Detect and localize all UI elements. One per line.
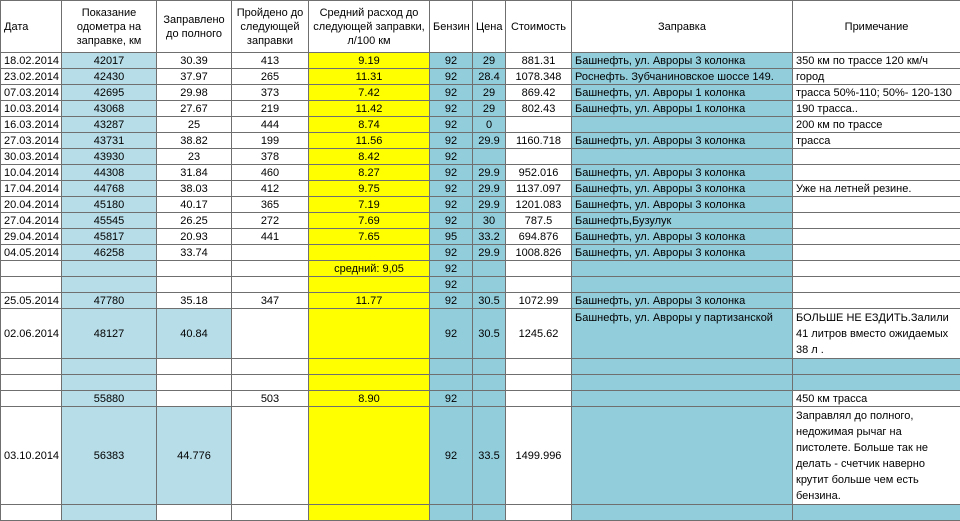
cell-fuel-added[interactable] [157,391,232,407]
table-row [1,359,960,375]
cell-gasoline[interactable] [430,505,473,521]
cell-station[interactable]: Башнефть,Бузулук [572,213,793,229]
cell-gasoline[interactable]: 92 [430,309,473,359]
cell-odometer[interactable]: 42430 [62,69,157,85]
cell-station[interactable] [572,407,793,505]
cell-note[interactable] [793,149,960,165]
cell-gasoline[interactable]: 92 [430,293,473,309]
table-row [1,245,960,261]
cell-date[interactable]: 30.03.2014 [1,149,62,165]
cell-consumption[interactable]: 7.19 [309,197,430,213]
cell-odometer[interactable]: 46258 [62,245,157,261]
cell-gasoline[interactable]: 92 [430,391,473,407]
cell-odometer[interactable]: 42017 [62,53,157,69]
cell-note[interactable]: Заправлял до полного, недожимая рычаг на пистолете. Больше так не делать - счетчик наверно крутит больше чем есть бензина. [793,407,960,505]
cell-consumption[interactable]: 8.74 [309,117,430,133]
cell-station[interactable]: Башнефть, ул. Авроры 3 колонка [572,229,793,245]
table-row [1,117,960,133]
cell-consumption[interactable]: 11.42 [309,101,430,117]
cell-gasoline[interactable]: 92 [430,213,473,229]
cell-fuel-added[interactable] [157,375,232,391]
cell-fuel-added[interactable]: 27.67 [157,101,232,117]
cell-distance[interactable]: 503 [232,391,309,407]
header-note[interactable]: Примечание [793,1,960,53]
cell-consumption[interactable]: 8.90 [309,391,430,407]
cell-date[interactable] [1,261,62,277]
cell-date[interactable]: 10.03.2014 [1,101,62,117]
cell-odometer[interactable]: 45180 [62,197,157,213]
cell-price[interactable]: 29 [473,101,506,117]
cell-cost[interactable] [506,505,572,521]
cell-date[interactable] [1,277,62,293]
cell-note[interactable]: 450 км трасса [793,391,960,407]
table-row [1,53,960,69]
cell-consumption[interactable]: 8.27 [309,165,430,181]
table-row [1,407,960,505]
cell-price[interactable]: 30.5 [473,309,506,359]
cell-fuel-added[interactable]: 20.93 [157,229,232,245]
cell-consumption[interactable] [309,309,430,359]
cell-fuel-added[interactable]: 38.82 [157,133,232,149]
table-row [1,293,960,309]
cell-fuel-added[interactable]: 37.97 [157,69,232,85]
cell-note[interactable] [793,293,960,309]
header-price[interactable]: Цена [473,1,506,53]
cell-note[interactable] [793,165,960,181]
cell-date[interactable] [1,359,62,375]
cell-odometer[interactable]: 47780 [62,293,157,309]
cell-distance[interactable]: 272 [232,213,309,229]
cell-odometer[interactable] [62,359,157,375]
cell-date[interactable]: 20.04.2014 [1,197,62,213]
cell-note[interactable] [793,359,960,375]
cell-fuel-added[interactable]: 40.17 [157,197,232,213]
table-row [1,69,960,85]
cell-distance[interactable]: 219 [232,101,309,117]
cell-odometer[interactable]: 43731 [62,133,157,149]
cell-cost[interactable]: 1008.826 [506,245,572,261]
header-fuel-added[interactable]: Заправлено до полного [157,1,232,53]
cell-note[interactable] [793,277,960,293]
cell-station[interactable]: Башнефть, ул. Авроры 3 колонка [572,197,793,213]
cell-fuel-added[interactable]: 35.18 [157,293,232,309]
cell-note[interactable]: БОЛЬШЕ НЕ ЕЗДИТЬ.Залили 41 литров вместо ожидаемых 38 л . [793,309,960,359]
cell-consumption[interactable] [309,407,430,505]
cell-price[interactable]: 30.5 [473,293,506,309]
cell-gasoline[interactable] [430,359,473,375]
table-row [1,375,960,391]
cell-fuel-added[interactable]: 40.84 [157,309,232,359]
cell-price[interactable] [473,505,506,521]
table-row [1,133,960,149]
cell-price[interactable]: 29.9 [473,197,506,213]
cell-odometer[interactable] [62,375,157,391]
cell-fuel-added[interactable]: 23 [157,149,232,165]
cell-cost[interactable] [506,375,572,391]
cell-fuel-added[interactable]: 26.25 [157,213,232,229]
cell-distance[interactable]: 373 [232,85,309,101]
table-row [1,197,960,213]
cell-distance[interactable]: 413 [232,53,309,69]
cell-note[interactable]: трасса 50%-110; 50%- 120-130 [793,85,960,101]
cell-odometer[interactable]: 48127 [62,309,157,359]
cell-date[interactable]: 17.04.2014 [1,181,62,197]
cell-station[interactable]: Башнефть, ул. Авроры 3 колонка [572,53,793,69]
cell-note[interactable]: трасса [793,133,960,149]
cell-cost[interactable] [506,277,572,293]
cell-station[interactable]: Башнефть, ул. Авроры у партизанской [572,309,793,359]
cell-note[interactable] [793,229,960,245]
cell-distance[interactable]: 265 [232,69,309,85]
cell-cost[interactable]: 881.31 [506,53,572,69]
cell-fuel-added[interactable] [157,261,232,277]
cell-consumption[interactable]: 8.42 [309,149,430,165]
cell-gasoline[interactable]: 92 [430,165,473,181]
cell-consumption[interactable] [309,277,430,293]
cell-distance[interactable]: 347 [232,293,309,309]
cell-odometer[interactable]: 43068 [62,101,157,117]
cell-fuel-added[interactable]: 38.03 [157,181,232,197]
cell-note[interactable] [793,197,960,213]
cell-gasoline[interactable]: 92 [430,277,473,293]
header-odometer[interactable]: Показание одометра на заправке, км [62,1,157,53]
table-row [1,505,960,521]
table-row [1,261,960,277]
cell-date[interactable]: 03.10.2014 [1,407,62,505]
cell-gasoline[interactable]: 92 [430,117,473,133]
cell-fuel-added[interactable] [157,359,232,375]
cell-fuel-added[interactable]: 44.776 [157,407,232,505]
cell-odometer[interactable]: 55880 [62,391,157,407]
cell-fuel-added[interactable]: 33.74 [157,245,232,261]
cell-note[interactable] [793,245,960,261]
cell-consumption[interactable]: 11.77 [309,293,430,309]
cell-distance[interactable]: 412 [232,181,309,197]
header-row [1,1,960,53]
cell-station[interactable] [572,261,793,277]
cell-distance[interactable] [232,261,309,277]
cell-price[interactable]: 29.9 [473,181,506,197]
cell-station[interactable] [572,505,793,521]
cell-distance[interactable]: 441 [232,229,309,245]
header-station[interactable]: Заправка [572,1,793,53]
cell-cost[interactable]: 1160.718 [506,133,572,149]
cell-date[interactable]: 23.02.2014 [1,69,62,85]
cell-distance[interactable] [232,277,309,293]
cell-consumption[interactable]: 9.75 [309,181,430,197]
cell-price[interactable] [473,277,506,293]
cell-date[interactable]: 07.03.2014 [1,85,62,101]
cell-distance[interactable]: 199 [232,133,309,149]
table-row [1,165,960,181]
cell-fuel-added[interactable]: 25 [157,117,232,133]
cell-consumption[interactable] [309,505,430,521]
cell-cost[interactable]: 1072.99 [506,293,572,309]
cell-gasoline[interactable]: 92 [430,101,473,117]
cell-date[interactable]: 25.05.2014 [1,293,62,309]
cell-price[interactable] [473,391,506,407]
cell-price[interactable]: 28.4 [473,69,506,85]
cell-price[interactable]: 0 [473,117,506,133]
cell-date[interactable] [1,391,62,407]
cell-odometer[interactable]: 42695 [62,85,157,101]
cell-price[interactable]: 30 [473,213,506,229]
cell-gasoline[interactable]: 95 [430,229,473,245]
cell-distance[interactable]: 460 [232,165,309,181]
table-row [1,229,960,245]
cell-price[interactable]: 29.9 [473,165,506,181]
cell-gasoline[interactable]: 92 [430,69,473,85]
cell-distance[interactable] [232,245,309,261]
cell-cost[interactable] [506,391,572,407]
cell-station[interactable]: Башнефть, ул. Авроры 3 колонка [572,133,793,149]
cell-consumption[interactable]: 7.65 [309,229,430,245]
cell-station[interactable] [572,359,793,375]
cell-station[interactable] [572,149,793,165]
cell-price[interactable] [473,375,506,391]
cell-price[interactable]: 33.2 [473,229,506,245]
cell-date[interactable]: 10.04.2014 [1,165,62,181]
cell-distance[interactable] [232,309,309,359]
cell-cost[interactable] [506,261,572,277]
cell-station[interactable]: Башнефть, ул. Авроры 1 колонка [572,85,793,101]
cell-odometer[interactable] [62,277,157,293]
cell-price[interactable]: 29.9 [473,245,506,261]
cell-fuel-added[interactable]: 31.84 [157,165,232,181]
cell-station[interactable]: Башнефть, ул. Авроры 3 колонка [572,245,793,261]
table-row [1,391,960,407]
cell-distance[interactable] [232,359,309,375]
cell-gasoline[interactable]: 92 [430,261,473,277]
cell-price[interactable]: 29 [473,85,506,101]
cell-consumption[interactable] [309,375,430,391]
cell-distance[interactable]: 378 [232,149,309,165]
cell-gasoline[interactable]: 92 [430,85,473,101]
cell-station[interactable] [572,391,793,407]
cell-note[interactable]: 350 км по трассе 120 км/ч [793,53,960,69]
cell-date[interactable]: 04.05.2014 [1,245,62,261]
cell-gasoline[interactable]: 92 [430,53,473,69]
cell-cost[interactable]: 694.876 [506,229,572,245]
table-row [1,213,960,229]
cell-price[interactable]: 29 [473,53,506,69]
cell-fuel-added[interactable]: 29.98 [157,85,232,101]
cell-station[interactable] [572,117,793,133]
table-row [1,101,960,117]
cell-odometer[interactable]: 44308 [62,165,157,181]
cell-cost[interactable]: 869.42 [506,85,572,101]
cell-date[interactable] [1,505,62,521]
cell-consumption[interactable]: 7.42 [309,85,430,101]
cell-price[interactable] [473,149,506,165]
cell-price[interactable] [473,261,506,277]
cell-note[interactable] [793,213,960,229]
cell-date[interactable] [1,375,62,391]
cell-note[interactable]: 200 км по трассе [793,117,960,133]
cell-price[interactable]: 33.5 [473,407,506,505]
cell-fuel-added[interactable] [157,505,232,521]
table-body [1,53,960,521]
cell-distance[interactable]: 365 [232,197,309,213]
cell-cost[interactable]: 1245.62 [506,309,572,359]
cell-cost[interactable]: 1499.996 [506,407,572,505]
header-date[interactable]: Дата [1,1,62,53]
cell-consumption[interactable]: средний: 9,05 [309,261,430,277]
cell-consumption[interactable]: 11.31 [309,69,430,85]
cell-cost[interactable] [506,117,572,133]
cell-fuel-added[interactable] [157,277,232,293]
header-gasoline[interactable]: Бензин [430,1,473,53]
cell-cost[interactable] [506,359,572,375]
cell-note[interactable] [793,261,960,277]
cell-distance[interactable] [232,505,309,521]
cell-gasoline[interactable] [430,375,473,391]
cell-station[interactable] [572,375,793,391]
cell-date[interactable]: 18.02.2014 [1,53,62,69]
cell-distance[interactable] [232,375,309,391]
cell-odometer[interactable]: 56383 [62,407,157,505]
cell-consumption[interactable] [309,359,430,375]
cell-consumption[interactable]: 9.19 [309,53,430,69]
cell-date[interactable]: 27.04.2014 [1,213,62,229]
cell-gasoline[interactable]: 92 [430,245,473,261]
cell-gasoline[interactable]: 92 [430,407,473,505]
cell-odometer[interactable]: 43930 [62,149,157,165]
cell-gasoline[interactable]: 92 [430,149,473,165]
table-row [1,181,960,197]
cell-date[interactable]: 02.06.2014 [1,309,62,359]
cell-note[interactable] [793,375,960,391]
header-distance[interactable]: Пройдено до следующей заправки [232,1,309,53]
cell-cost[interactable]: 787.5 [506,213,572,229]
cell-note[interactable]: Уже на летней резине. [793,181,960,197]
table-row [1,85,960,101]
cell-gasoline[interactable]: 92 [430,133,473,149]
cell-station[interactable]: Башнефть, ул. Авроры 3 колонка [572,181,793,197]
cell-odometer[interactable]: 45817 [62,229,157,245]
cell-cost[interactable]: 952.016 [506,165,572,181]
cell-odometer[interactable]: 44768 [62,181,157,197]
cell-cost[interactable] [506,149,572,165]
cell-note[interactable] [793,505,960,521]
cell-consumption[interactable]: 7.69 [309,213,430,229]
cell-station[interactable]: Роснефть. Зубчаниновское шоссе 149. [572,69,793,85]
cell-station[interactable]: Башнефть, ул. Авроры 3 колонка [572,165,793,181]
cell-station[interactable] [572,277,793,293]
cell-cost[interactable]: 1201.083 [506,197,572,213]
cell-gasoline[interactable]: 92 [430,197,473,213]
cell-distance[interactable] [232,407,309,505]
table-row [1,309,960,359]
cell-cost[interactable]: 1137.097 [506,181,572,197]
cell-cost[interactable]: 1078.348 [506,69,572,85]
cell-odometer[interactable] [62,505,157,521]
table-row [1,149,960,165]
cell-date[interactable]: 27.03.2014 [1,133,62,149]
cell-date[interactable]: 16.03.2014 [1,117,62,133]
cell-station[interactable]: Башнефть, ул. Авроры 1 колонка [572,101,793,117]
cell-fuel-added[interactable]: 30.39 [157,53,232,69]
cell-odometer[interactable]: 43287 [62,117,157,133]
header-cost[interactable]: Стоимость [506,1,572,53]
cell-gasoline[interactable]: 92 [430,181,473,197]
cell-note[interactable]: 190 трасса.. [793,101,960,117]
header-consumption[interactable]: Средний расход до следующей заправки, л/100 км [309,1,430,53]
cell-consumption[interactable]: 11.56 [309,133,430,149]
cell-price[interactable]: 29.9 [473,133,506,149]
cell-odometer[interactable]: 45545 [62,213,157,229]
cell-date[interactable]: 29.04.2014 [1,229,62,245]
cell-station[interactable]: Башнефть, ул. Авроры 3 колонка [572,293,793,309]
cell-odometer[interactable] [62,261,157,277]
cell-note[interactable]: город [793,69,960,85]
cell-cost[interactable]: 802.43 [506,101,572,117]
table-row [1,277,960,293]
cell-consumption[interactable] [309,245,430,261]
cell-distance[interactable]: 444 [232,117,309,133]
cell-price[interactable] [473,359,506,375]
